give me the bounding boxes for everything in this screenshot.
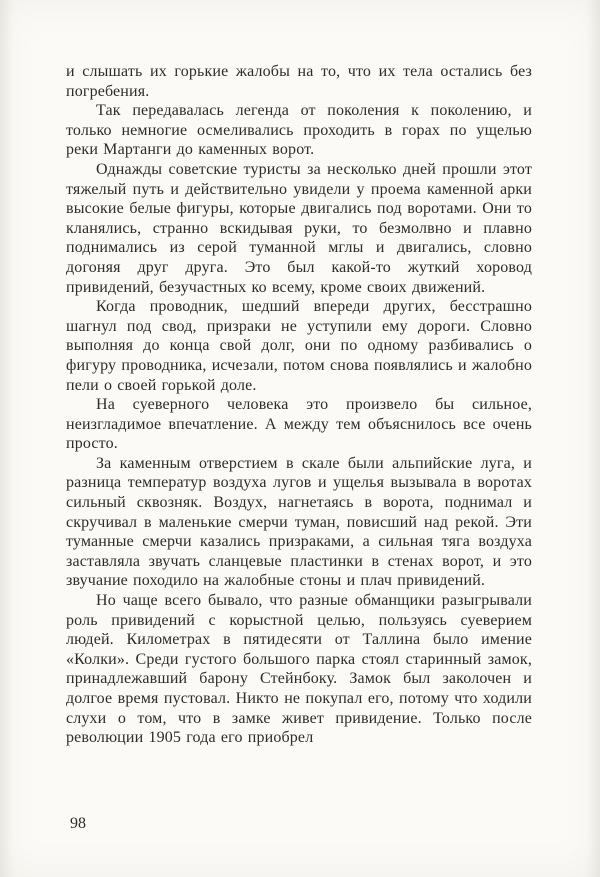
paragraph: На суеверного человека это произвело бы сильное, неизгладимое впечатление. А между тем объяснилось все очень просто. [66, 396, 532, 453]
paragraph: Однажды советские туристы за несколько дней прошли этот тяжелый путь и действительно увидели у проема каменной арки высокие белые фигуры, которые двигались под воротами. Они то кланялись, странно вскидывая руки, то безмолвно и плавно поднимались из серой туманной мглы и двигались, словно догоняя друг друга. Это был какой-то жуткий хоровод привидений, безучастных ко всему, кроме своих движений. [66, 160, 532, 296]
page-number: 98 [70, 815, 86, 832]
paragraph: Так передавалась легенда от поколения к поколению, и только немногие осмеливались проходить в горах по ущелью реки Мартанги до каменных ворот. [66, 102, 532, 159]
paragraph: и слышать их горькие жалобы на то, что их тела остались без погребения. [66, 63, 532, 100]
paragraph: Когда проводник, шедший впереди других, бесстрашно шагнул под свод, призраки не уступили ему дороги. Словно выполняя до конца свой долг, они по одному разбивались о фигуру проводника, исчезали, потом снова появлялись и жалобно пели о своей горькой доле. [66, 298, 532, 394]
text-block [66, 62, 532, 748]
paragraph: Но чаще всего бывало, что разные обманщики разыгрывали роль привидений с корыстной целью, пользуясь суеверием людей. Километрах в пятидесяти от Таллина было имение «Колки». Среди густого большого парка стоял старинный замок, принадлежавший барону Стейнбоку. Замок был заколочен и долгое время пустовал. Никто не покупал его, потому что ходили слухи о том, что в замке живет привидение. Только после революции 1905 года его приобрел [66, 592, 532, 747]
paragraph: За каменным отверстием в скале были альпийские луга, и разница температур воздуха лугов и ущелья вызывала в воротах сильный сквозняк. Воздух, нагнетаясь в ворота, поднимал и скручивал в маленькие смерчи туман, повисший над рекой. Эти туманные смерчи казались призраками, а сильная тяга воздуха заставляла звучать сланцевые пластинки в стенах ворот, и это звучание походило на жалобные стоны и плач привидений. [66, 454, 532, 590]
